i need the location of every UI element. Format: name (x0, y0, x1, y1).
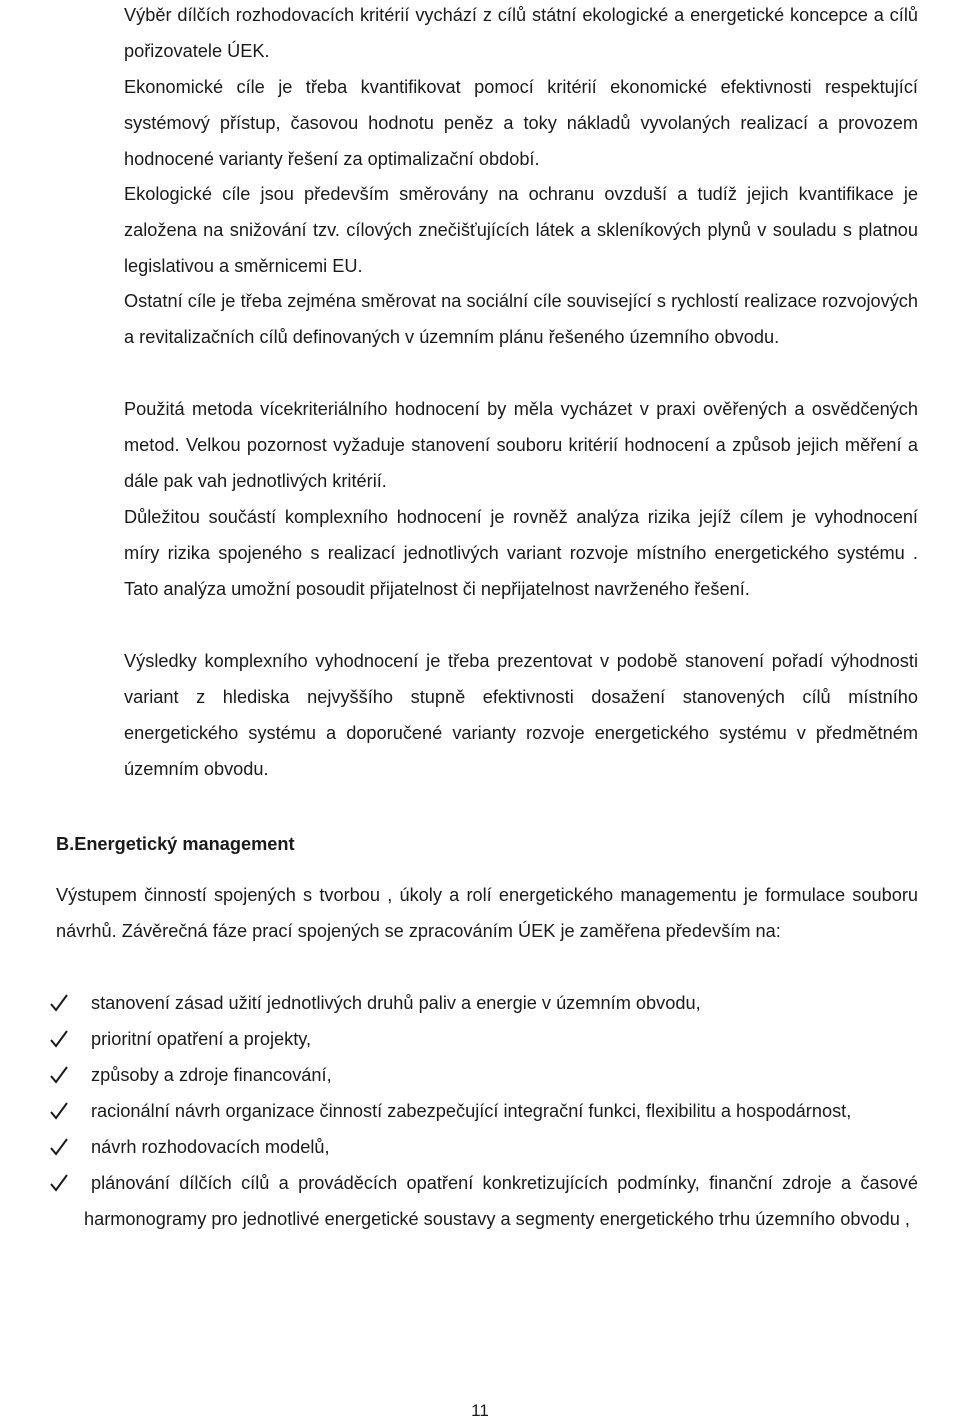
check-icon (50, 1101, 68, 1121)
paragraph-ecological-goals: Ekologické cíle jsou především směrovány na ochranu ovzduší a tudíž jejich kvantifikace je založena na snižování tzv. cílových znečišťujících látek a skleníkových plynů v souladu s platnou legislativou a směrnicemi EU. (124, 184, 918, 276)
check-icon (50, 1137, 68, 1157)
section-heading: B.Energetický management (56, 834, 295, 854)
list-item-text: plánování dílčích cílů a prováděcích opatření konkretizujících podmínky, finanční zdroje a časové harmonogramy pro jednotlivé energetické soustavy a segmenty energetického trhu územního obvodu , (84, 1173, 918, 1229)
paragraph-method: Použitá metoda vícekriteriálního hodnocení by měla vycházet v praxi ověřených a osvědčených metod. Velkou pozornost vyžaduje stanovení souboru kritérií hodnocení a způsob jejich měření a dále pak vah jednotlivých kritérií. (124, 399, 918, 491)
section-intro: Výstupem činností spojených s tvorbou , úkoly a rolí energetického managementu je formulace souboru návrhů. Závěrečná fáze prací spojených se zpracováním ÚEK je zaměřena především na: (56, 885, 918, 941)
list-item (0, 1093, 918, 1129)
paragraph-results: Výsledky komplexního vyhodnocení je třeba prezentovat v podobě stanovení pořadí výhodnosti variant z hlediska nejvyššího stupně efektivnosti dosažení stanovených cílů místního energetického systému a doporučené varianty rozvoje energetického systému v předmětném územním obvodu. (124, 651, 918, 779)
check-icon (50, 1173, 68, 1193)
check-icon (50, 1065, 68, 1085)
list-item-text: stanovení zásad užití jednotlivých druhů paliv a energie v územním obvodu, (91, 993, 701, 1013)
list-item (0, 985, 918, 1021)
list-item-text: návrh rozhodovacích modelů, (91, 1137, 330, 1157)
check-icon (50, 993, 68, 1013)
paragraph-risk-analysis: Důležitou součástí komplexního hodnocení je rovněž analýza rizika jejíž cílem je vyhodnocení míry rizika spojeného s realizací jednotlivých variant rozvoje místního energetického systému . Tato analýza umožní posoudit přijatelnost či nepřijatelnost navrženého řešení. (124, 507, 918, 599)
paragraph-other-goals: Ostatní cíle je třeba zejména směrovat na sociální cíle související s rychlostí realizace rozvojových a revitalizačních cílů definovaných v územním plánu řešeného územního obvodu. (124, 291, 918, 347)
check-icon (50, 1029, 68, 1049)
list-item (0, 1129, 918, 1165)
list-item (0, 1057, 918, 1093)
page-number: 11 (471, 1401, 489, 1420)
list-item (0, 1165, 918, 1237)
list-item-text: prioritní opatření a projekty, (91, 1029, 312, 1049)
paragraph-economic-goals: Ekonomické cíle je třeba kvantifikovat pomocí kritérií ekonomické efektivnosti respektující systémový přístup, časovou hodnotu peněz a toky nákladů vyvolaných realizací a provozem hodnocené varianty řešení za optimalizační období. (124, 77, 918, 169)
checklist (0, 985, 960, 1237)
paragraph-criteria: Výběr dílčích rozhodovacích kritérií vychází z cílů státní ekologické a energetické koncepce a cílů pořizovatele ÚEK. (124, 5, 918, 61)
list-item-text: způsoby a zdroje financování, (91, 1065, 332, 1085)
list-item-text: racionální návrh organizace činností zabezpečující integrační funkci, flexibilitu a hospodárnost, (91, 1101, 852, 1121)
list-item (0, 1021, 918, 1057)
